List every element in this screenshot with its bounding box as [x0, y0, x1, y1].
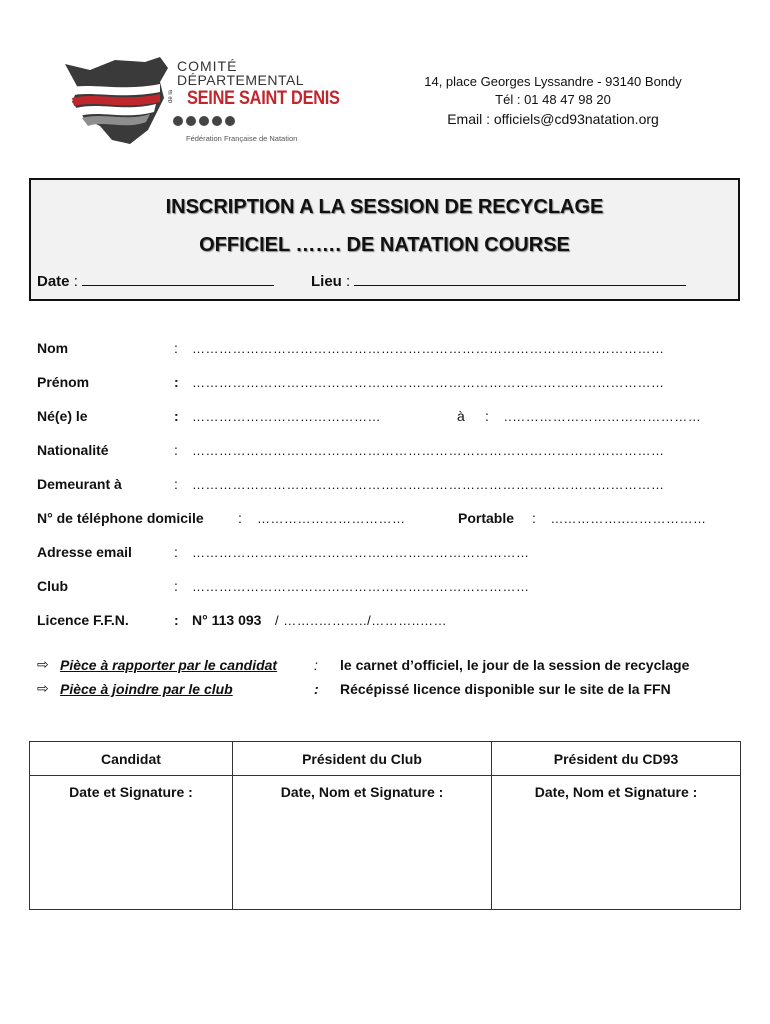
- demeurant-label: Demeurant à: [37, 476, 122, 492]
- portable-label: Portable: [458, 510, 515, 526]
- club-label: Club: [37, 578, 69, 594]
- signature-president-cd93[interactable]: Date, Nom et Signature :: [492, 776, 741, 910]
- ne-le-label: Né(e) le: [37, 408, 88, 424]
- sport-icons: [173, 116, 235, 126]
- logo-line-comite: COMITÉ: [177, 58, 238, 74]
- form-title: INSCRIPTION A LA SESSION DE RECYCLAGE: [165, 196, 604, 218]
- email-field[interactable]: …………………………………………………………………: [192, 545, 530, 560]
- logo-federation: Fédération Française de Natation: [186, 134, 298, 143]
- telephone-field[interactable]: ……………………………: [257, 511, 406, 526]
- signature-candidat[interactable]: Date et Signature :: [30, 776, 233, 910]
- birth-date-field[interactable]: ……………………………………: [192, 409, 381, 424]
- diving-icon: [186, 116, 196, 126]
- address-street: 14, place Georges Lyssandre - 93140 Bondy: [424, 74, 682, 89]
- birth-place-field[interactable]: ..……………………………………: [504, 409, 702, 424]
- telephone-label: N° de téléphone domicile: [37, 510, 204, 526]
- address-email: Email : officiels@cd93natation.org: [447, 111, 659, 127]
- logo-line-seine-saint-denis: SEINE SAINT DENIS: [187, 88, 340, 109]
- birth-place-label: à: [457, 408, 465, 424]
- nom-label: Nom: [37, 340, 69, 356]
- arrow-icon: ⇨: [37, 656, 49, 672]
- header-president-club: Président du Club: [233, 742, 492, 776]
- date-line: [82, 271, 274, 286]
- demeurant-field[interactable]: ……………………………………………………………………………………………: [192, 477, 665, 492]
- logo-side-text: de la: [168, 90, 174, 104]
- header-candidat: Candidat: [30, 742, 233, 776]
- water-polo-icon: [199, 116, 209, 126]
- synchro-icon: [212, 116, 222, 126]
- header-president-cd93: Président du CD93: [492, 742, 741, 776]
- signature-president-club[interactable]: Date, Nom et Signature :: [233, 776, 492, 910]
- licence-label: Licence F.F.N.: [37, 612, 129, 628]
- nationalite-label: Nationalité: [37, 442, 109, 458]
- arrow-icon: ⇨: [37, 680, 49, 696]
- date-field[interactable]: Date :: [37, 271, 274, 290]
- club-field[interactable]: …………………………………………………………………: [192, 579, 530, 594]
- nom-field[interactable]: ……………………………………………………………………………………………: [192, 341, 665, 356]
- date-label: Date: [37, 273, 70, 290]
- email-label: Adresse email: [37, 544, 132, 560]
- open-water-icon: [225, 116, 235, 126]
- piece-candidat-value: le carnet d’officiel, le jour de la session de recyclage: [340, 657, 690, 673]
- form-subtitle: OFFICIEL ……. DE NATATION COURSE: [199, 234, 570, 256]
- portable-field[interactable]: ...…………..………………: [551, 511, 707, 526]
- lieu-label: Lieu: [311, 273, 342, 290]
- lieu-field[interactable]: Lieu :: [311, 271, 686, 290]
- signature-table: [29, 741, 741, 910]
- piece-club-value: Récépissé licence disponible sur le site de la FFN: [340, 681, 671, 697]
- licence-prefix: N° 113 093: [192, 612, 262, 628]
- piece-club-label: Pièce à joindre par le club: [60, 681, 233, 697]
- address-phone: Tél : 01 48 47 98 20: [495, 92, 611, 107]
- lieu-line: [354, 271, 686, 286]
- swimming-icon: [173, 116, 183, 126]
- piece-candidat-label: Pièce à rapporter par le candidat: [60, 657, 278, 673]
- licence-field[interactable]: / ……..………../………..……: [275, 613, 448, 628]
- prenom-label: Prénom: [37, 374, 90, 390]
- prenom-field[interactable]: ……………………………………………………………………………………………: [192, 375, 665, 390]
- logo-line-departemental: DÉPARTEMENTAL: [177, 72, 305, 88]
- nationalite-field[interactable]: ……………………………………………………………………………………………: [192, 443, 665, 458]
